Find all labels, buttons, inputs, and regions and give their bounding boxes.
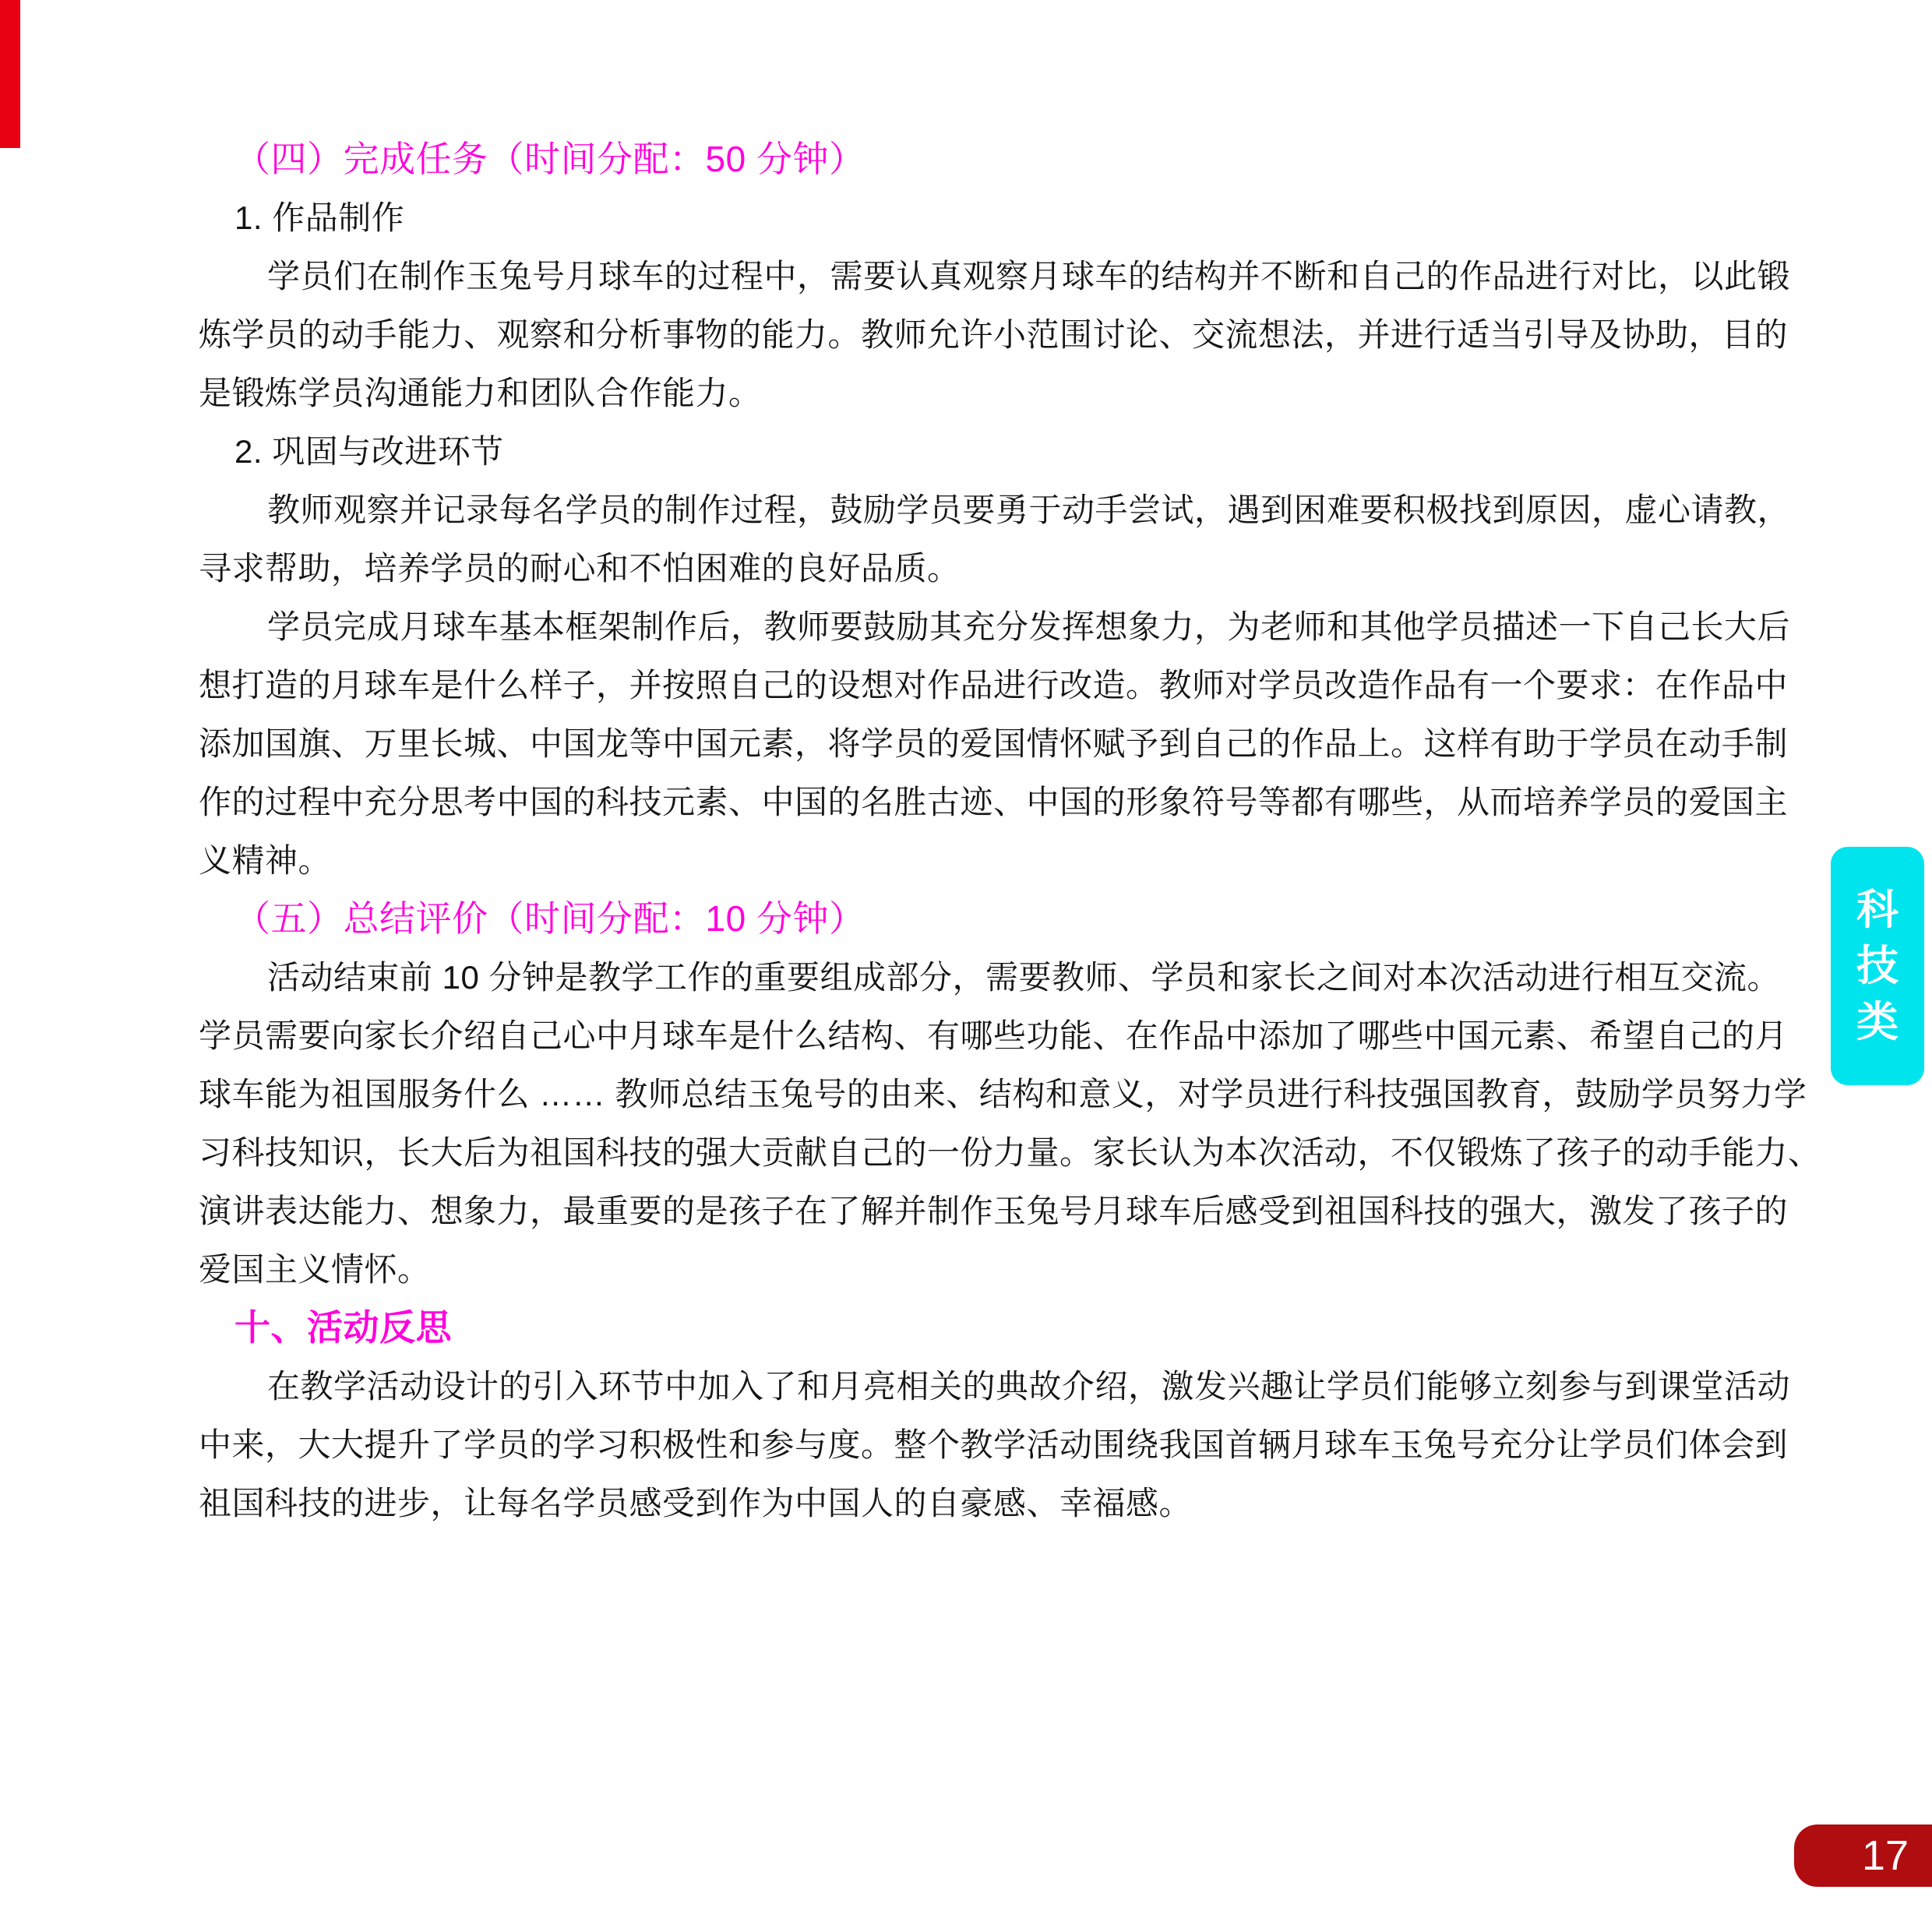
- section-heading: （四）完成任务（时间分配：50 分钟）: [234, 139, 866, 179]
- text-line: 是锻炼学员沟通能力和团队合作能力。: [199, 375, 762, 411]
- text-line: 中来，大大提升了学员的学习积极性和参与度。整个教学活动围绕我国首辆月球车玉兔号充分让学员们体会到: [199, 1426, 1789, 1463]
- text-line: 2. 巩固与改进环节: [234, 433, 504, 470]
- tab-char: 技: [1856, 943, 1899, 989]
- text-line: 学员完成月球车基本框架制作后，教师要鼓励其充分发挥想象力，为老师和其他学员描述一下自己长大后: [267, 608, 1791, 645]
- section-heading: 十、活动反思: [234, 1307, 452, 1348]
- text-line: 习科技知识，长大后为祖国科技的强大贡献自己的一份力量。家长认为本次活动，不仅锻炼了孩子的动手能力、: [199, 1134, 1821, 1171]
- text-line: 教师观察并记录每名学员的制作过程，鼓励学员要勇于动手尝试，遇到困难要积极找到原因，虚心请教，: [267, 492, 1791, 528]
- text-line: 寻求帮助，培养学员的耐心和不怕困难的良好品质。: [199, 550, 961, 587]
- text-line: 炼学员的动手能力、观察和分析事物的能力。教师允许小范围讨论、交流想法，并进行适当引导及协助，目的: [199, 316, 1789, 353]
- text-line: 义精神。: [199, 842, 332, 879]
- text-line: 活动结束前 10 分钟是教学工作的重要组成部分，需要教师、学员和家长之间对本次活动进行相互交流。: [267, 959, 1781, 996]
- text-line: 想打造的月球车是什么样子，并按照自己的设想对作品进行改造。教师对学员改造作品有一个要求：在作品中: [199, 667, 1789, 703]
- text-line: 学员需要向家长介绍自己心中月球车是什么结构、有哪些功能、在作品中添加了哪些中国元素、希望自己的月: [199, 1017, 1789, 1054]
- text-line: 添加国旗、万里长城、中国龙等中国元素，将学员的爱国情怀赋予到自己的作品上。这样有助于学员在动手制: [199, 725, 1789, 762]
- text-line: 演讲表达能力、想象力，最重要的是孩子在了解并制作玉兔号月球车后感受到祖国科技的强大，激发了孩子的: [199, 1193, 1789, 1229]
- section-heading: （五）总结评价（时间分配：10 分钟）: [234, 898, 866, 939]
- text-line: 在教学活动设计的引入环节中加入了和月亮相关的典故介绍，激发兴趣让学员们能够立刻参与到课堂活动: [267, 1368, 1791, 1405]
- text-line: 爱国主义情怀。: [199, 1251, 431, 1288]
- page-number-box: [1794, 1824, 1932, 1887]
- text-line: 祖国科技的进步，让每名学员感受到作为中国人的自豪感、幸福感。: [199, 1485, 1193, 1521]
- page-number: 17: [1861, 1832, 1909, 1879]
- thumb-index-tab-science: [1831, 847, 1924, 1085]
- main-text-column: [199, 130, 1842, 1532]
- tab-char: 科: [1856, 887, 1899, 933]
- text-line: 学员们在制作玉兔号月球车的过程中，需要认真观察月球车的结构并不断和自己的作品进行对比，以此锻: [267, 258, 1791, 294]
- corner-accent-bar: [0, 0, 20, 148]
- text-line: 作的过程中充分思考中国的科技元素、中国的名胜古迹、中国的形象符号等都有哪些，从而培养学员的爱国主: [199, 784, 1789, 820]
- text-line: 1. 作品制作: [234, 199, 405, 236]
- text-line: 球车能为祖国服务什么 …… 教师总结玉兔号的由来、结构和意义，对学员进行科技强国教育，鼓励学员努力学: [199, 1076, 1807, 1112]
- tab-char: 类: [1856, 999, 1899, 1045]
